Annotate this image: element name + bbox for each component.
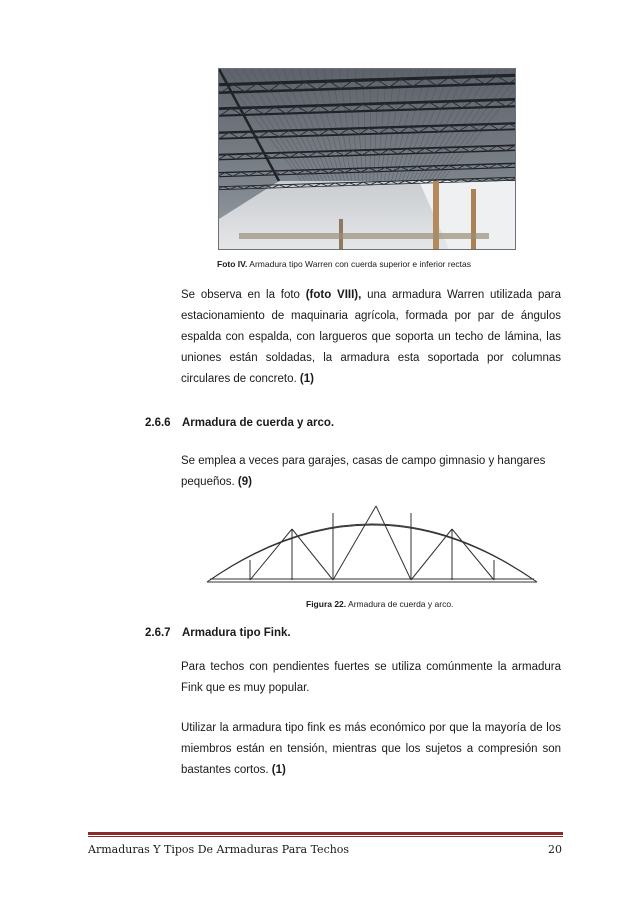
section-number: 2.6.6 bbox=[145, 417, 171, 429]
section-heading-2-6-7 bbox=[145, 627, 291, 639]
arch-truss-drawing bbox=[202, 500, 542, 590]
section-title: Armadura tipo Fink. bbox=[182, 627, 291, 639]
paragraph-photo-description bbox=[181, 285, 561, 390]
paragraph-text: Utilizar la armadura tipo fink es más económico por que la mayoría de los miembros están en tensión, mientras que los sujetos a compresión son bastantes cortos. bbox=[181, 722, 561, 776]
footer-rule-thin bbox=[88, 836, 563, 837]
warren-truss-photo-image bbox=[219, 69, 515, 249]
paragraph-text: Se emplea a veces para garajes, casas de campo gimnasio y hangares pequeños. bbox=[181, 455, 546, 488]
section-title: Armadura de cuerda y arco. bbox=[182, 417, 335, 429]
page-number: 20 bbox=[548, 843, 562, 856]
figure-22-arch-truss bbox=[202, 500, 542, 590]
photo-reference: (foto VIII), bbox=[305, 289, 362, 301]
figure-caption-text: Armadura de cuerda y arco. bbox=[346, 599, 454, 609]
photo-caption-text: Armadura tipo Warren con cuerda superior e inferior rectas bbox=[247, 259, 472, 269]
photo-caption bbox=[217, 259, 471, 269]
figure-caption-label: Figura 22. bbox=[306, 599, 347, 609]
photo-caption-label: Foto IV. bbox=[217, 259, 248, 269]
figure-caption bbox=[306, 599, 453, 609]
paragraph-text: una armadura Warren utilizada para estacionamiento de maquinaria agrícola, formada por par de ángulos espalda con espalda, con largueros que soporta un techo de lámina, las uniones están soldadas, la armadura esta soportada por columnas circulares de concreto. bbox=[181, 289, 562, 385]
paragraph-text: Para techos con pendientes fuertes se utiliza comúnmente la armadura Fink que es muy popular. bbox=[181, 661, 561, 694]
citation: (9) bbox=[237, 476, 252, 488]
footer-document-title: Armaduras Y Tipos De Armaduras Para Techos bbox=[88, 843, 350, 856]
citation: (1) bbox=[271, 764, 286, 776]
warren-truss-photo bbox=[218, 68, 516, 250]
paragraph-fink-intro bbox=[181, 657, 561, 699]
paragraph-arch-truss bbox=[181, 451, 561, 493]
paragraph-fink-advantage bbox=[181, 718, 561, 781]
section-number: 2.6.7 bbox=[145, 627, 171, 639]
citation: (1) bbox=[299, 373, 314, 385]
section-heading-2-6-6 bbox=[145, 417, 334, 429]
paragraph-text: Se observa en la foto bbox=[181, 289, 306, 301]
footer-rule bbox=[88, 832, 563, 835]
